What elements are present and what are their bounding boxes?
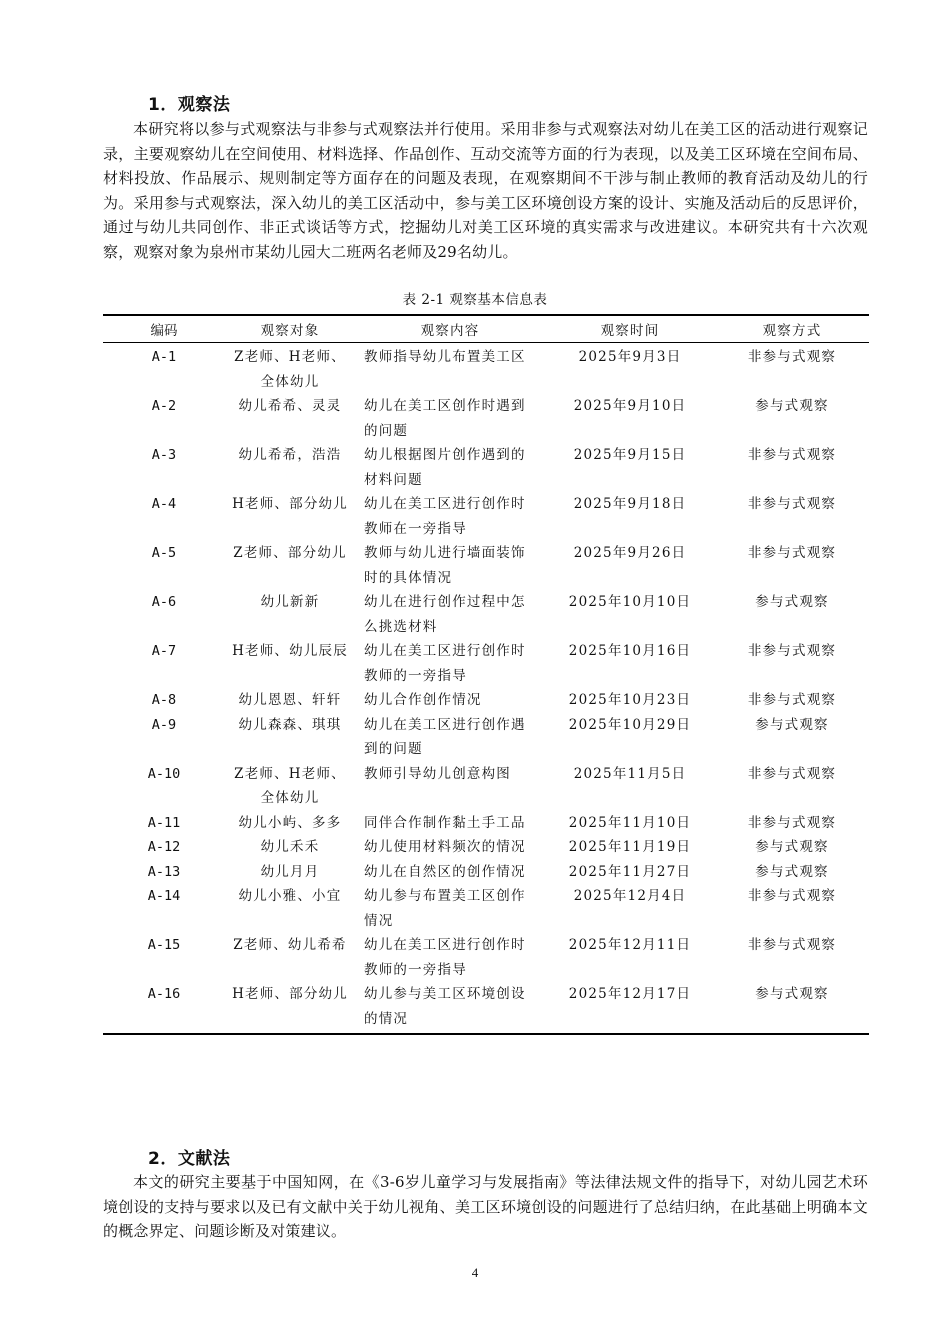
table-row	[103, 933, 869, 982]
table-row	[103, 713, 869, 762]
header-code: 编码	[103, 315, 225, 343]
cell-content-cell	[355, 884, 545, 933]
cell-time-cell	[545, 811, 715, 836]
table-row	[103, 688, 869, 713]
cell-content-cell	[355, 762, 545, 811]
cell-content: 幼儿参与美工区环境创设的情况	[364, 986, 526, 1027]
cell-mode-cell	[715, 688, 869, 713]
cell-object-cell	[225, 933, 355, 982]
cell-mode-cell	[715, 541, 869, 590]
table-row	[103, 835, 869, 860]
table-row	[103, 394, 869, 443]
table-row	[103, 639, 869, 688]
cell-mode-cell	[715, 639, 869, 688]
cell-code: A-10	[147, 765, 181, 782]
cell-object: 幼儿月月	[260, 863, 320, 880]
cell-time-cell	[545, 639, 715, 688]
cell-object: Z老师、幼儿希希	[233, 937, 347, 953]
cell-content: 幼儿参与布置美工区创作情况	[364, 888, 526, 929]
header-object: 观察对象	[225, 315, 355, 343]
cell-mode-cell	[715, 933, 869, 982]
section-heading-literature: 2．文献法	[148, 1149, 231, 1169]
literature-paragraph: 本文的研究主要基于中国知网，在《3-6岁儿童学习与发展指南》等法律法规文件的指导下，对幼儿园艺术环境创设的支持与要求以及已有文献中关于幼儿视角、美工区环境创设的问题进行了总结归纳，在此基础上明确本文的概念界定、问题诊断及对策建议。	[103, 1173, 868, 1241]
cell-content-cell	[355, 982, 545, 1034]
cell-mode: 参与式观察	[755, 863, 829, 880]
cell-content-cell	[355, 394, 545, 443]
table-body	[103, 343, 869, 1035]
cell-mode: 非参与式观察	[747, 447, 837, 463]
cell-code-cell	[103, 639, 225, 688]
table-row	[103, 811, 869, 836]
cell-code: A-7	[151, 643, 177, 659]
cell-content-cell	[355, 688, 545, 713]
cell-mode: 非参与式观察	[747, 814, 837, 831]
table-caption: 表 2-1 观察基本信息表	[402, 292, 548, 308]
cell-mode: 非参与式观察	[747, 349, 837, 365]
cell-object: 幼儿新新	[260, 594, 320, 610]
cell-mode-cell	[715, 394, 869, 443]
cell-content-cell	[355, 835, 545, 860]
cell-object-cell	[225, 860, 355, 885]
cell-code: A-11	[147, 814, 181, 831]
cell-time: 2025年9月15日	[573, 447, 687, 463]
cell-object-cell	[225, 884, 355, 933]
cell-object: 幼儿恩恩、轩轩	[238, 692, 342, 708]
cell-code: A-14	[147, 888, 181, 904]
cell-code-cell	[103, 492, 225, 541]
cell-time: 2025年10月29日	[568, 716, 692, 733]
table-row	[103, 492, 869, 541]
cell-code: A-9	[151, 716, 177, 733]
cell-mode-cell	[715, 492, 869, 541]
cell-object-cell	[225, 541, 355, 590]
cell-time: 2025年11月27日	[568, 863, 692, 880]
cell-object: 幼儿希希、灵灵	[238, 398, 342, 414]
cell-object: 幼儿禾禾	[260, 839, 320, 855]
cell-content-cell	[355, 590, 545, 639]
cell-code: A-8	[151, 692, 177, 708]
cell-code-cell	[103, 762, 225, 811]
cell-time-cell	[545, 860, 715, 885]
cell-time: 2025年12月4日	[573, 888, 687, 904]
cell-code: A-4	[151, 496, 177, 512]
cell-mode-cell	[715, 713, 869, 762]
cell-content: 幼儿在美工区进行创作时教师在一旁指导	[364, 496, 526, 537]
cell-time-cell	[545, 762, 715, 811]
cell-code-cell	[103, 884, 225, 933]
cell-mode: 参与式观察	[755, 398, 829, 414]
cell-content: 幼儿使用材料频次的情况	[364, 839, 526, 855]
cell-mode: 非参与式观察	[747, 643, 837, 659]
cell-code-cell	[103, 394, 225, 443]
cell-mode: 非参与式观察	[747, 545, 837, 561]
table-row	[103, 590, 869, 639]
observation-paragraph: 本研究将以参与式观察法与非参与式观察法并行使用。采用非参与式观察法对幼儿在美工区的活动进行观察记录，主要观察幼儿在空间使用、材料选择、作品创作、互动交流等方面的行为表现，以及美工区环境在空间布局、材料投放、作品展示、规则制定等方面存在的问题及表现，在观察期间不干涉与制止教师的教育活动及幼儿的行为。采用参与式观察法，深入幼儿的美工区活动中，参与美工区环境创设方案的设计、实施及活动后的反思评价，通过与幼儿共同创作、非正式谈话等方式，挖掘幼儿对美工区环境的真实需求与改进建议。本研究共有十六次观察，观察对象为泉州市某幼儿园大二班两名老师及29名幼儿。	[103, 120, 868, 261]
cell-mode: 参与式观察	[755, 986, 829, 1002]
cell-time: 2025年11月19日	[568, 839, 692, 855]
page-number: 4	[471, 1265, 479, 1280]
cell-content: 教师引导幼儿创意构图	[364, 765, 511, 782]
cell-content: 幼儿根据图片创作遇到的材料问题	[364, 447, 526, 488]
table-header-row	[103, 315, 869, 343]
cell-content: 幼儿在美工区创作时遇到的问题	[364, 398, 526, 439]
cell-time: 2025年9月18日	[573, 496, 687, 512]
cell-mode-cell	[715, 835, 869, 860]
table-row	[103, 343, 869, 395]
cell-content: 同伴合作制作黏土手工品	[364, 814, 526, 831]
cell-mode-cell	[715, 982, 869, 1034]
cell-code: A-13	[147, 863, 181, 880]
cell-code-cell	[103, 933, 225, 982]
cell-time: 2025年10月23日	[568, 692, 692, 708]
cell-mode: 参与式观察	[755, 839, 829, 855]
cell-object-cell	[225, 713, 355, 762]
cell-time-cell	[545, 884, 715, 933]
cell-mode: 非参与式观察	[747, 692, 837, 708]
observation-info-table	[103, 314, 869, 1035]
cell-code: A-15	[147, 937, 181, 953]
cell-code: A-2	[151, 398, 177, 414]
cell-content: 教师指导幼儿布置美工区	[364, 349, 526, 365]
cell-time-cell	[545, 590, 715, 639]
cell-object: H老师、部分幼儿	[232, 496, 348, 512]
cell-content: 教师与幼儿进行墙面装饰时的具体情况	[364, 545, 526, 586]
cell-content-cell	[355, 811, 545, 836]
table-row	[103, 541, 869, 590]
cell-code-cell	[103, 688, 225, 713]
cell-object: 幼儿希希，浩浩	[238, 447, 342, 463]
cell-mode-cell	[715, 860, 869, 885]
cell-content-cell	[355, 541, 545, 590]
cell-object-cell	[225, 394, 355, 443]
cell-object: 幼儿小雅、小宜	[238, 888, 342, 904]
cell-content-cell	[355, 713, 545, 762]
cell-time: 2025年10月16日	[568, 643, 692, 659]
cell-object: Z老师、H老师、全体幼儿	[234, 765, 346, 806]
cell-object: Z老师、H老师、全体幼儿	[234, 349, 346, 390]
cell-object-cell	[225, 835, 355, 860]
table-row	[103, 762, 869, 811]
cell-code: A-16	[147, 986, 181, 1002]
cell-time: 2025年9月10日	[573, 398, 687, 414]
cell-content: 幼儿在自然区的创作情况	[364, 863, 526, 880]
cell-code-cell	[103, 541, 225, 590]
cell-code: A-6	[151, 594, 177, 610]
cell-time: 2025年9月26日	[573, 545, 687, 561]
cell-content: 幼儿在美工区进行创作遇到的问题	[364, 716, 526, 757]
cell-mode-cell	[715, 590, 869, 639]
cell-object: 幼儿森森、琪琪	[238, 716, 342, 733]
cell-mode: 非参与式观察	[747, 496, 837, 512]
cell-code-cell	[103, 982, 225, 1034]
cell-time: 2025年11月10日	[568, 814, 692, 831]
cell-object: H老师、部分幼儿	[232, 986, 348, 1002]
table-row	[103, 982, 869, 1034]
cell-mode: 非参与式观察	[747, 765, 837, 782]
cell-time: 2025年10月10日	[568, 594, 692, 610]
cell-content-cell	[355, 860, 545, 885]
cell-object-cell	[225, 762, 355, 811]
cell-time-cell	[545, 835, 715, 860]
cell-object: 幼儿小屿、多多	[238, 814, 342, 831]
cell-object-cell	[225, 343, 355, 395]
cell-mode-cell	[715, 443, 869, 492]
cell-content: 幼儿在美工区进行创作时教师的一旁指导	[364, 643, 526, 684]
cell-object-cell	[225, 688, 355, 713]
cell-time-cell	[545, 541, 715, 590]
cell-time-cell	[545, 982, 715, 1034]
cell-time-cell	[545, 492, 715, 541]
cell-code-cell	[103, 343, 225, 395]
cell-time-cell	[545, 713, 715, 762]
cell-code-cell	[103, 860, 225, 885]
cell-code-cell	[103, 590, 225, 639]
header-time: 观察时间	[545, 315, 715, 343]
cell-object-cell	[225, 639, 355, 688]
cell-content-cell	[355, 492, 545, 541]
cell-mode-cell	[715, 884, 869, 933]
cell-code: A-1	[151, 349, 177, 365]
table-row	[103, 860, 869, 885]
cell-code-cell	[103, 835, 225, 860]
cell-content-cell	[355, 639, 545, 688]
cell-time: 2025年12月17日	[568, 986, 692, 1002]
cell-object: Z老师、部分幼儿	[233, 545, 347, 561]
cell-time-cell	[545, 688, 715, 713]
cell-mode: 参与式观察	[755, 716, 829, 733]
cell-content-cell	[355, 443, 545, 492]
cell-code: A-5	[151, 545, 177, 561]
cell-time-cell	[545, 443, 715, 492]
cell-mode-cell	[715, 811, 869, 836]
cell-content: 幼儿合作创作情况	[364, 692, 482, 708]
cell-object: H老师、幼儿辰辰	[232, 643, 348, 659]
cell-time: 2025年11月5日	[573, 765, 687, 782]
cell-object-cell	[225, 982, 355, 1034]
cell-mode: 非参与式观察	[747, 937, 837, 953]
cell-content-cell	[355, 933, 545, 982]
cell-time: 2025年12月11日	[568, 937, 692, 953]
header-mode: 观察方式	[715, 315, 869, 343]
table-row	[103, 443, 869, 492]
cell-code-cell	[103, 443, 225, 492]
cell-object-cell	[225, 590, 355, 639]
cell-code: A-3	[151, 447, 177, 463]
cell-mode-cell	[715, 343, 869, 395]
cell-code: A-12	[147, 839, 181, 855]
header-content: 观察内容	[355, 315, 545, 343]
cell-time: 2025年9月3日	[578, 349, 682, 365]
cell-time-cell	[545, 343, 715, 395]
cell-time-cell	[545, 394, 715, 443]
cell-content: 幼儿在美工区进行创作时教师的一旁指导	[364, 937, 526, 978]
cell-mode: 非参与式观察	[747, 888, 837, 904]
cell-mode-cell	[715, 762, 869, 811]
cell-object-cell	[225, 811, 355, 836]
cell-content: 幼儿在进行创作过程中怎么挑选材料	[364, 594, 526, 635]
cell-object-cell	[225, 443, 355, 492]
section-heading-observation: 1．观察法	[148, 95, 231, 115]
cell-mode: 参与式观察	[755, 594, 829, 610]
cell-code-cell	[103, 713, 225, 762]
cell-content-cell	[355, 343, 545, 395]
cell-code-cell	[103, 811, 225, 836]
cell-object-cell	[225, 492, 355, 541]
cell-time-cell	[545, 933, 715, 982]
table-row	[103, 884, 869, 933]
